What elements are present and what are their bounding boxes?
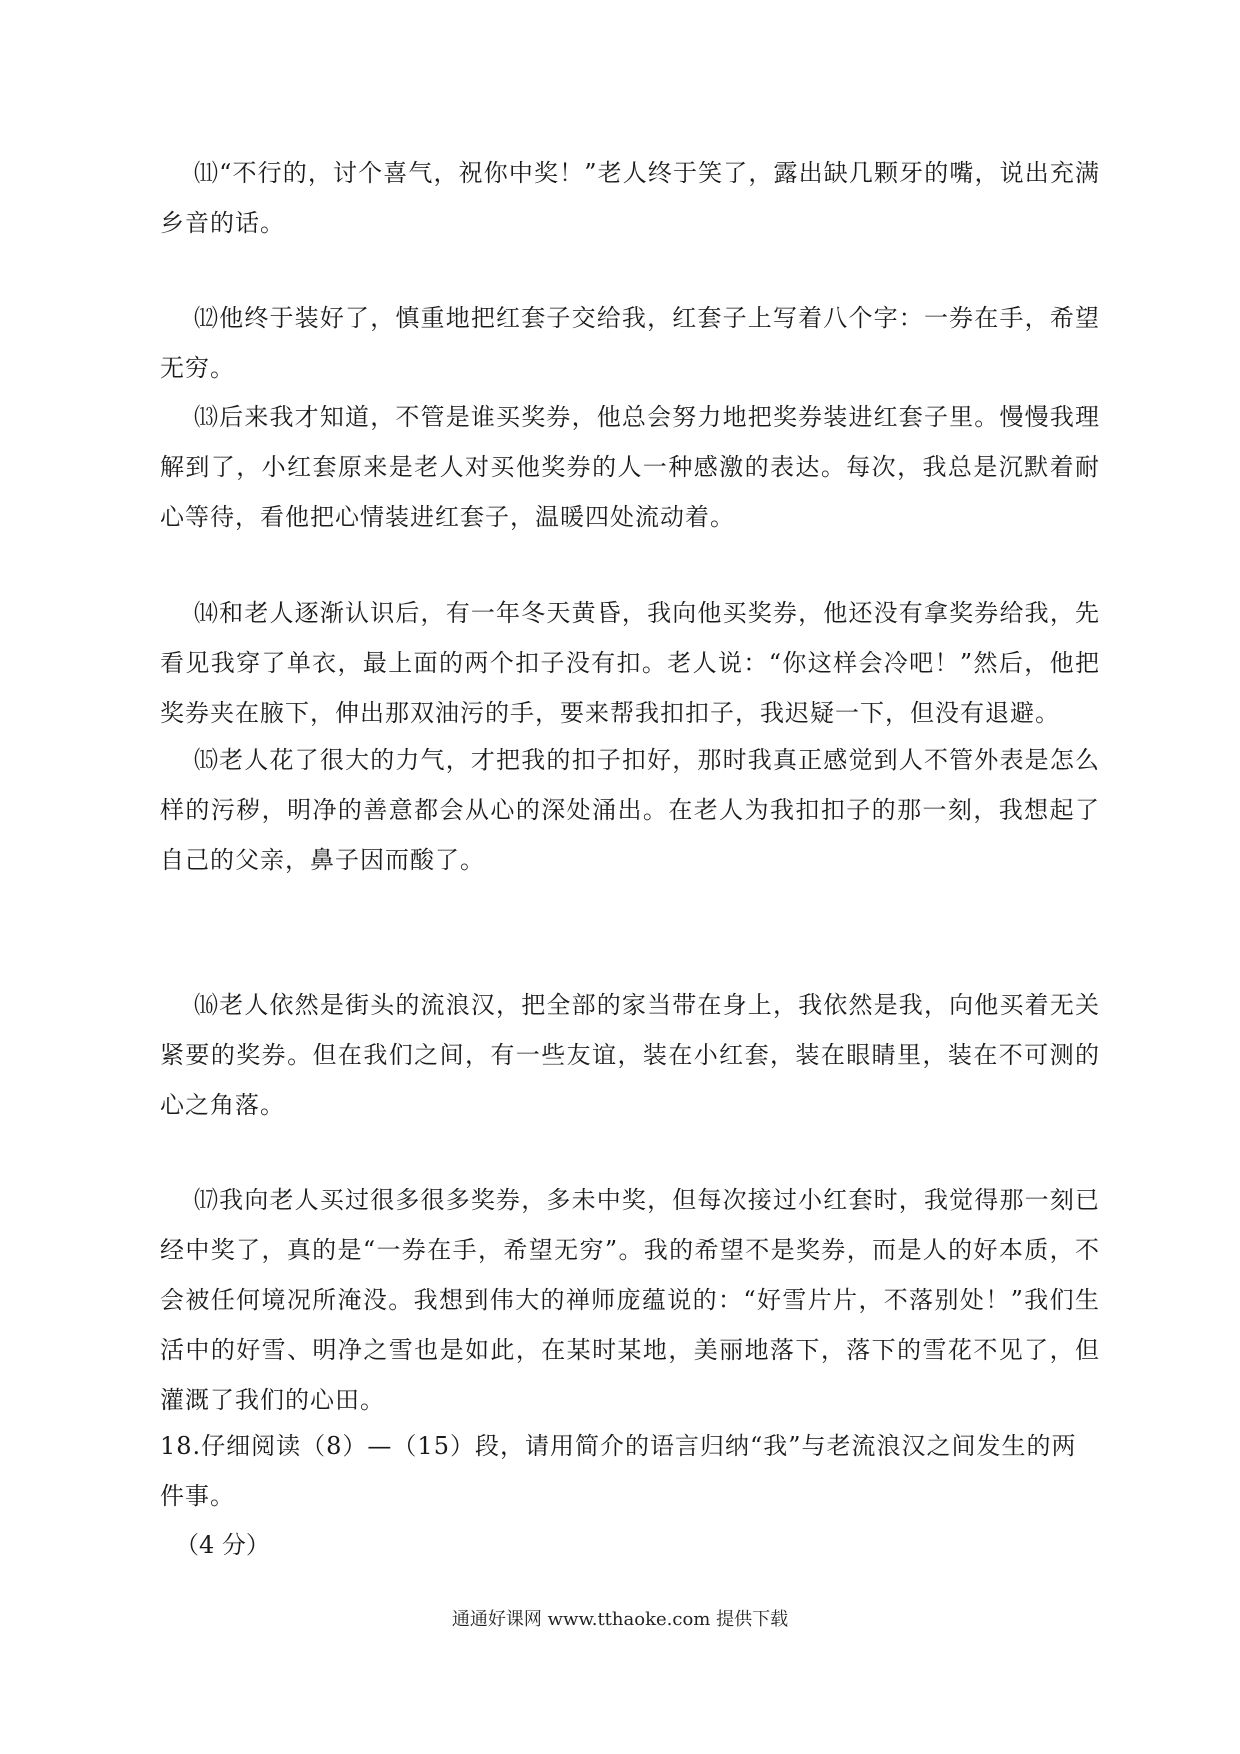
paragraph-text: 他终于装好了，慎重地把红套子交给我，红套子上写着八个字：一券在手，希望无穷。 bbox=[160, 304, 1100, 382]
paragraph-13 bbox=[160, 392, 1100, 542]
question-18: 18.仔细阅读（8）—（15）段，请用简介的语言归纳“我”与老流浪汉之间发生的两件事。 bbox=[160, 1432, 1077, 1510]
paragraph-number: ⒄ bbox=[194, 1186, 220, 1214]
paragraph-text: 后来我才知道，不管是谁买奖券，他总会努力地把奖券装进红套子里。慢慢我理解到了，小红套原来是老人对买他奖券的人一种感激的表达。每次，我总是沉默着耐心等待，看他把心情装进红套子，温暖四处流动着。 bbox=[160, 403, 1100, 531]
paragraph-15 bbox=[160, 735, 1100, 885]
paragraph-14 bbox=[160, 588, 1100, 738]
paragraph-number: ⒁ bbox=[194, 599, 220, 627]
paragraph-number: ⑿ bbox=[194, 304, 220, 332]
paragraph-11 bbox=[160, 148, 1100, 248]
paragraph-text: “不行的，讨个喜气，祝你中奖！”老人终于笑了，露出缺几颗牙的嘴，说出充满乡音的话。 bbox=[160, 159, 1100, 237]
paragraph-12 bbox=[160, 293, 1100, 393]
paragraph-number: ⒃ bbox=[194, 991, 220, 1019]
question-score: （4 分） bbox=[175, 1531, 270, 1559]
paragraph-number: ⒂ bbox=[194, 746, 220, 774]
paragraph-text: 老人依然是街头的流浪汉，把全部的家当带在身上，我依然是我，向他买着无关紧要的奖券。但在我们之间，有一些友谊，装在小红套，装在眼睛里，装在不可测的心之角落。 bbox=[160, 991, 1100, 1119]
paragraph-16 bbox=[160, 980, 1100, 1130]
paragraph-number: ⒀ bbox=[194, 403, 220, 431]
paragraph-number: ⑾ bbox=[194, 159, 220, 187]
page-footer: 通通好课网 www.tthaoke.com 提供下载 bbox=[451, 1609, 789, 1630]
paragraph-17 bbox=[160, 1175, 1100, 1425]
paragraph-text: 我向老人买过很多很多奖券，多未中奖，但每次接过小红套时，我觉得那一刻已经中奖了，真的是“一券在手，希望无穷”。我的希望不是奖券，而是人的好本质，不会被任何境况所淹没。我想到伟大的禅师庞蕴说的：“好雪片片，不落别处！”我们生活中的好雪、明净之雪也是如此，在某时某地，美丽地落下，落下的雪花不见了，但灌溉了我们的心田。 bbox=[160, 1186, 1100, 1414]
paragraph-text: 和老人逐渐认识后，有一年冬天黄昏，我向他买奖券，他还没有拿奖券给我，先看见我穿了单衣，最上面的两个扣子没有扣。老人说：“你这样会冷吧！”然后，他把奖券夹在腋下，伸出那双油污的手，要来帮我扣扣子，我迟疑一下，但没有退避。 bbox=[160, 599, 1100, 727]
paragraph-text: 老人花了很大的力气，才把我的扣子扣好，那时我真正感觉到人不管外表是怎么样的污秽，明净的善意都会从心的深处涌出。在老人为我扣扣子的那一刻，我想起了自己的父亲，鼻子因而酸了。 bbox=[160, 746, 1100, 874]
